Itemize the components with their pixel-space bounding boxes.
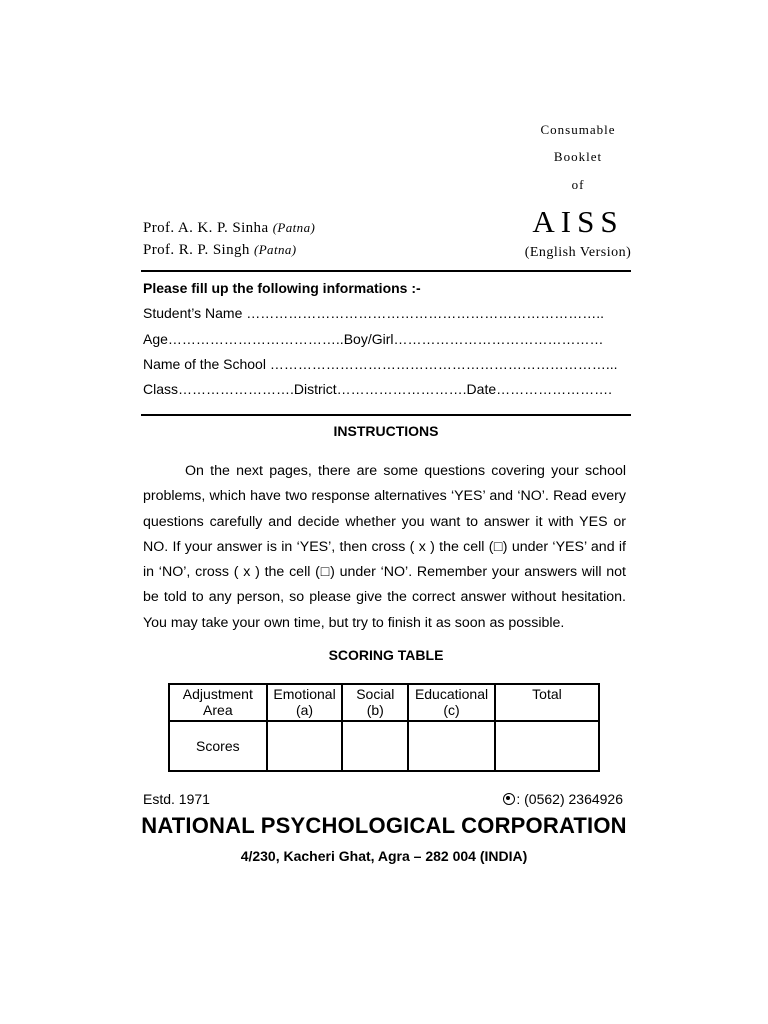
divider-middle (141, 414, 631, 416)
instructions-heading: INSTRUCTIONS (333, 423, 439, 439)
header-of: of (571, 177, 585, 192)
scoring-table (168, 683, 600, 772)
author-1-place: (Patna) (272, 220, 316, 235)
publisher-name: NATIONAL PSYCHOLOGICAL CORPORATION (141, 813, 627, 838)
col-total: Total (495, 684, 599, 721)
score-social-cell[interactable] (342, 721, 408, 771)
age-gender-field[interactable]: Age………………………………..Boy/Girl……………………………………… (143, 331, 604, 347)
phone-number (440, 791, 623, 807)
phone-text: : (0562) 2364926 (516, 791, 623, 807)
divider-top (141, 270, 631, 272)
instructions-text: On the next pages, there are some questions covering your school problems, which have two response alternatives ‘YES’ and ‘NO’. Read every questions carefully and decide whether you want to answer it with YES or NO. If your answer is in ‘YES’, then cross ( x ) the cell (□) under ‘YES’ and if in ‘NO’, cross ( x ) the cell (□) under ‘NO’. Remember your answers will not be told to any person, so please give the correct answer without hesitation. You may take your own time, but try to finish it as soon as possible. (143, 463, 626, 631)
header-consumable: Consumable (540, 122, 616, 137)
scoring-heading: SCORING TABLE (328, 647, 444, 663)
publisher-address: 4/230, Kacheri Ghat, Agra – 282 004 (INDIA) (240, 848, 528, 864)
col-educational: Educational (c) (408, 684, 495, 721)
school-name-field[interactable]: Name of the School ………………………………………………………………... (143, 356, 618, 372)
scores-label: Scores (169, 721, 267, 771)
telephone-icon (503, 793, 515, 805)
instructions-body (143, 459, 626, 636)
header-booklet: Booklet (553, 149, 603, 164)
version-label: (English Version) (524, 245, 632, 260)
author-1 (143, 220, 315, 237)
booklet-title: AISS (532, 204, 624, 239)
form-heading: Please fill up the following informations :- (143, 280, 421, 296)
scores-row (169, 721, 599, 771)
author-2-name: Prof. R. P. Singh (143, 242, 250, 258)
author-2 (143, 242, 297, 259)
score-total-cell[interactable] (495, 721, 599, 771)
student-name-field[interactable]: Student’s Name ………………………………………………………………….. (143, 305, 605, 321)
established-year: Estd. 1971 (143, 791, 210, 807)
class-district-date-field[interactable]: Class…………………….District……………………….Date……………………. (143, 381, 613, 397)
col-adjustment-area: Adjustment Area (169, 684, 267, 721)
col-emotional: Emotional (a) (267, 684, 343, 721)
author-1-name: Prof. A. K. P. Sinha (143, 220, 269, 236)
score-educational-cell[interactable] (408, 721, 495, 771)
author-2-place: (Patna) (253, 242, 297, 257)
scoring-header-row (169, 684, 599, 721)
col-social: Social (b) (342, 684, 408, 721)
score-emotional-cell[interactable] (267, 721, 343, 771)
